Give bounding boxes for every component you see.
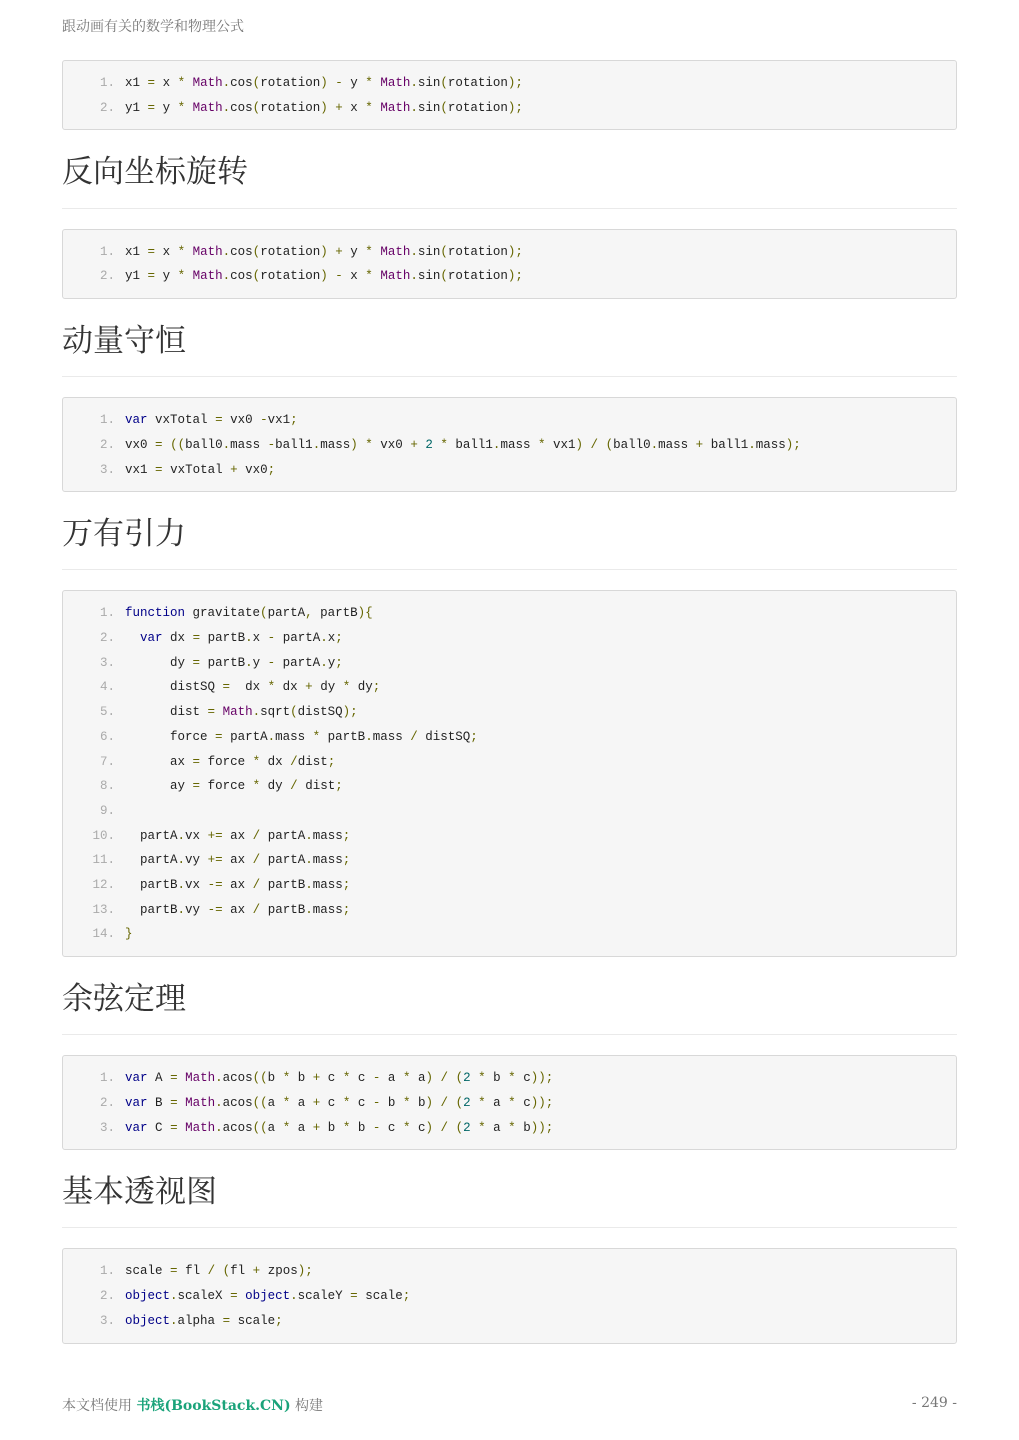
code-text: partB.vy -= ax / partB.mass;	[140, 902, 351, 917]
code-line	[63, 1116, 956, 1141]
code-block	[62, 590, 957, 957]
section-heading: 动量守恒	[62, 323, 957, 377]
section-heading: 余弦定理	[62, 981, 957, 1035]
line-number: 9.	[99, 803, 115, 818]
code-line	[63, 626, 956, 651]
code-text: var vxTotal = vx0 -vx1;	[125, 413, 298, 428]
code-text: partB.vx -= ax / partB.mass;	[140, 877, 351, 892]
code-line	[63, 824, 956, 849]
code-line	[63, 675, 956, 700]
code-text: partA.vy += ax / partA.mass;	[140, 853, 351, 868]
code-line	[63, 700, 956, 725]
code-line	[63, 1259, 956, 1284]
code-line	[63, 1309, 956, 1334]
line-number: 10.	[92, 828, 115, 843]
code-text: vx1 = vxTotal + vx0;	[125, 462, 276, 477]
line-number: 2.	[99, 631, 115, 646]
code-line	[63, 922, 956, 947]
line-number: 8.	[99, 779, 115, 794]
code-text: function gravitate(partA, partB){	[125, 606, 373, 621]
page-number: - 249 -	[911, 1395, 957, 1411]
code-text: partA.vx += ax / partA.mass;	[140, 828, 351, 843]
code-line	[63, 96, 956, 121]
code-text: dist = Math.sqrt(distSQ);	[170, 705, 358, 720]
line-number: 12.	[92, 877, 115, 892]
code-line	[63, 873, 956, 898]
code-block	[62, 397, 957, 492]
section-heading: 基本透视图	[62, 1174, 957, 1228]
line-number: 13.	[92, 902, 115, 917]
section-heading: 万有引力	[62, 516, 957, 570]
code-line	[63, 408, 956, 433]
code-line	[63, 458, 956, 483]
line-number: 3.	[99, 655, 115, 670]
code-text: object.scaleX = object.scaleY = scale;	[125, 1289, 411, 1304]
line-number: 3.	[99, 1313, 115, 1328]
line-number: 3.	[99, 462, 115, 477]
code-text: var dx = partB.x - partA.x;	[140, 631, 343, 646]
line-number: 6.	[99, 729, 115, 744]
code-text: x1 = x * Math.cos(rotation) - y * Math.sin(rotation);	[125, 76, 523, 90]
code-line	[63, 848, 956, 873]
code-line	[63, 750, 956, 775]
line-number: 1.	[99, 413, 115, 428]
footer-suffix: 构建	[290, 1398, 324, 1414]
code-line	[63, 1091, 956, 1116]
line-number: 14.	[92, 927, 115, 942]
code-line	[63, 240, 956, 265]
section-heading: 反向坐标旋转	[62, 154, 957, 208]
code-block	[62, 1248, 957, 1343]
code-text: dy = partB.y - partA.y;	[170, 655, 343, 670]
code-line	[63, 601, 956, 626]
code-text: ay = force * dy / dist;	[170, 779, 343, 794]
document-content	[62, 60, 957, 1344]
code-line	[63, 433, 956, 458]
code-text: scale = fl / (fl + zpos);	[125, 1264, 313, 1279]
line-number: 1.	[99, 1264, 115, 1279]
footer-brand-link[interactable]: 书栈(BookStack.CN)	[136, 1398, 291, 1414]
code-text: ax = force * dx /dist;	[170, 754, 336, 769]
line-number: 4.	[99, 680, 115, 695]
line-number: 3.	[99, 1120, 115, 1135]
line-number: 7.	[99, 754, 115, 769]
code-block	[62, 1055, 957, 1150]
running-header: 跟动画有关的数学和物理公式	[62, 19, 244, 35]
line-number: 1.	[99, 76, 115, 90]
line-number: 1.	[99, 1071, 115, 1086]
code-line	[63, 71, 956, 96]
code-text: y1 = y * Math.cos(rotation) - x * Math.sin(rotation);	[125, 269, 523, 284]
code-text: object.alpha = scale;	[125, 1313, 283, 1328]
code-line	[63, 1284, 956, 1309]
code-text: y1 = y * Math.cos(rotation) + x * Math.sin(rotation);	[125, 100, 523, 115]
code-text: var B = Math.acos((a * a + c * c - b * b) / (2 * a * c));	[125, 1095, 554, 1110]
code-line	[63, 774, 956, 799]
line-number: 2.	[99, 269, 115, 284]
line-number: 11.	[92, 853, 115, 868]
code-text: }	[125, 927, 133, 942]
footer-prefix: 本文档使用	[62, 1398, 137, 1414]
line-number: 2.	[99, 1289, 115, 1304]
code-text: distSQ = dx * dx + dy * dy;	[170, 680, 381, 695]
line-number: 2.	[99, 437, 115, 452]
code-text: var A = Math.acos((b * b + c * c - a * a) / (2 * b * c));	[125, 1071, 554, 1086]
page-footer	[62, 1395, 957, 1415]
line-number: 1.	[99, 244, 115, 259]
code-line	[63, 799, 956, 824]
line-number: 2.	[99, 100, 115, 115]
code-text: x1 = x * Math.cos(rotation) + y * Math.sin(rotation);	[125, 244, 523, 259]
code-line	[63, 264, 956, 289]
line-number: 2.	[99, 1095, 115, 1110]
line-number: 5.	[99, 705, 115, 720]
code-line	[63, 651, 956, 676]
code-block	[62, 60, 957, 130]
code-line	[63, 725, 956, 750]
code-text: var C = Math.acos((a * a + b * b - c * c) / (2 * a * b));	[125, 1120, 554, 1135]
line-number: 1.	[99, 606, 115, 621]
code-block	[62, 229, 957, 299]
code-text: force = partA.mass * partB.mass / distSQ;	[170, 729, 478, 744]
code-text: vx0 = ((ball0.mass -ball1.mass) * vx0 + 2 * ball1.mass * vx1) / (ball0.mass + ball1.mass);	[125, 437, 801, 452]
code-line	[63, 1066, 956, 1091]
code-line	[63, 898, 956, 923]
